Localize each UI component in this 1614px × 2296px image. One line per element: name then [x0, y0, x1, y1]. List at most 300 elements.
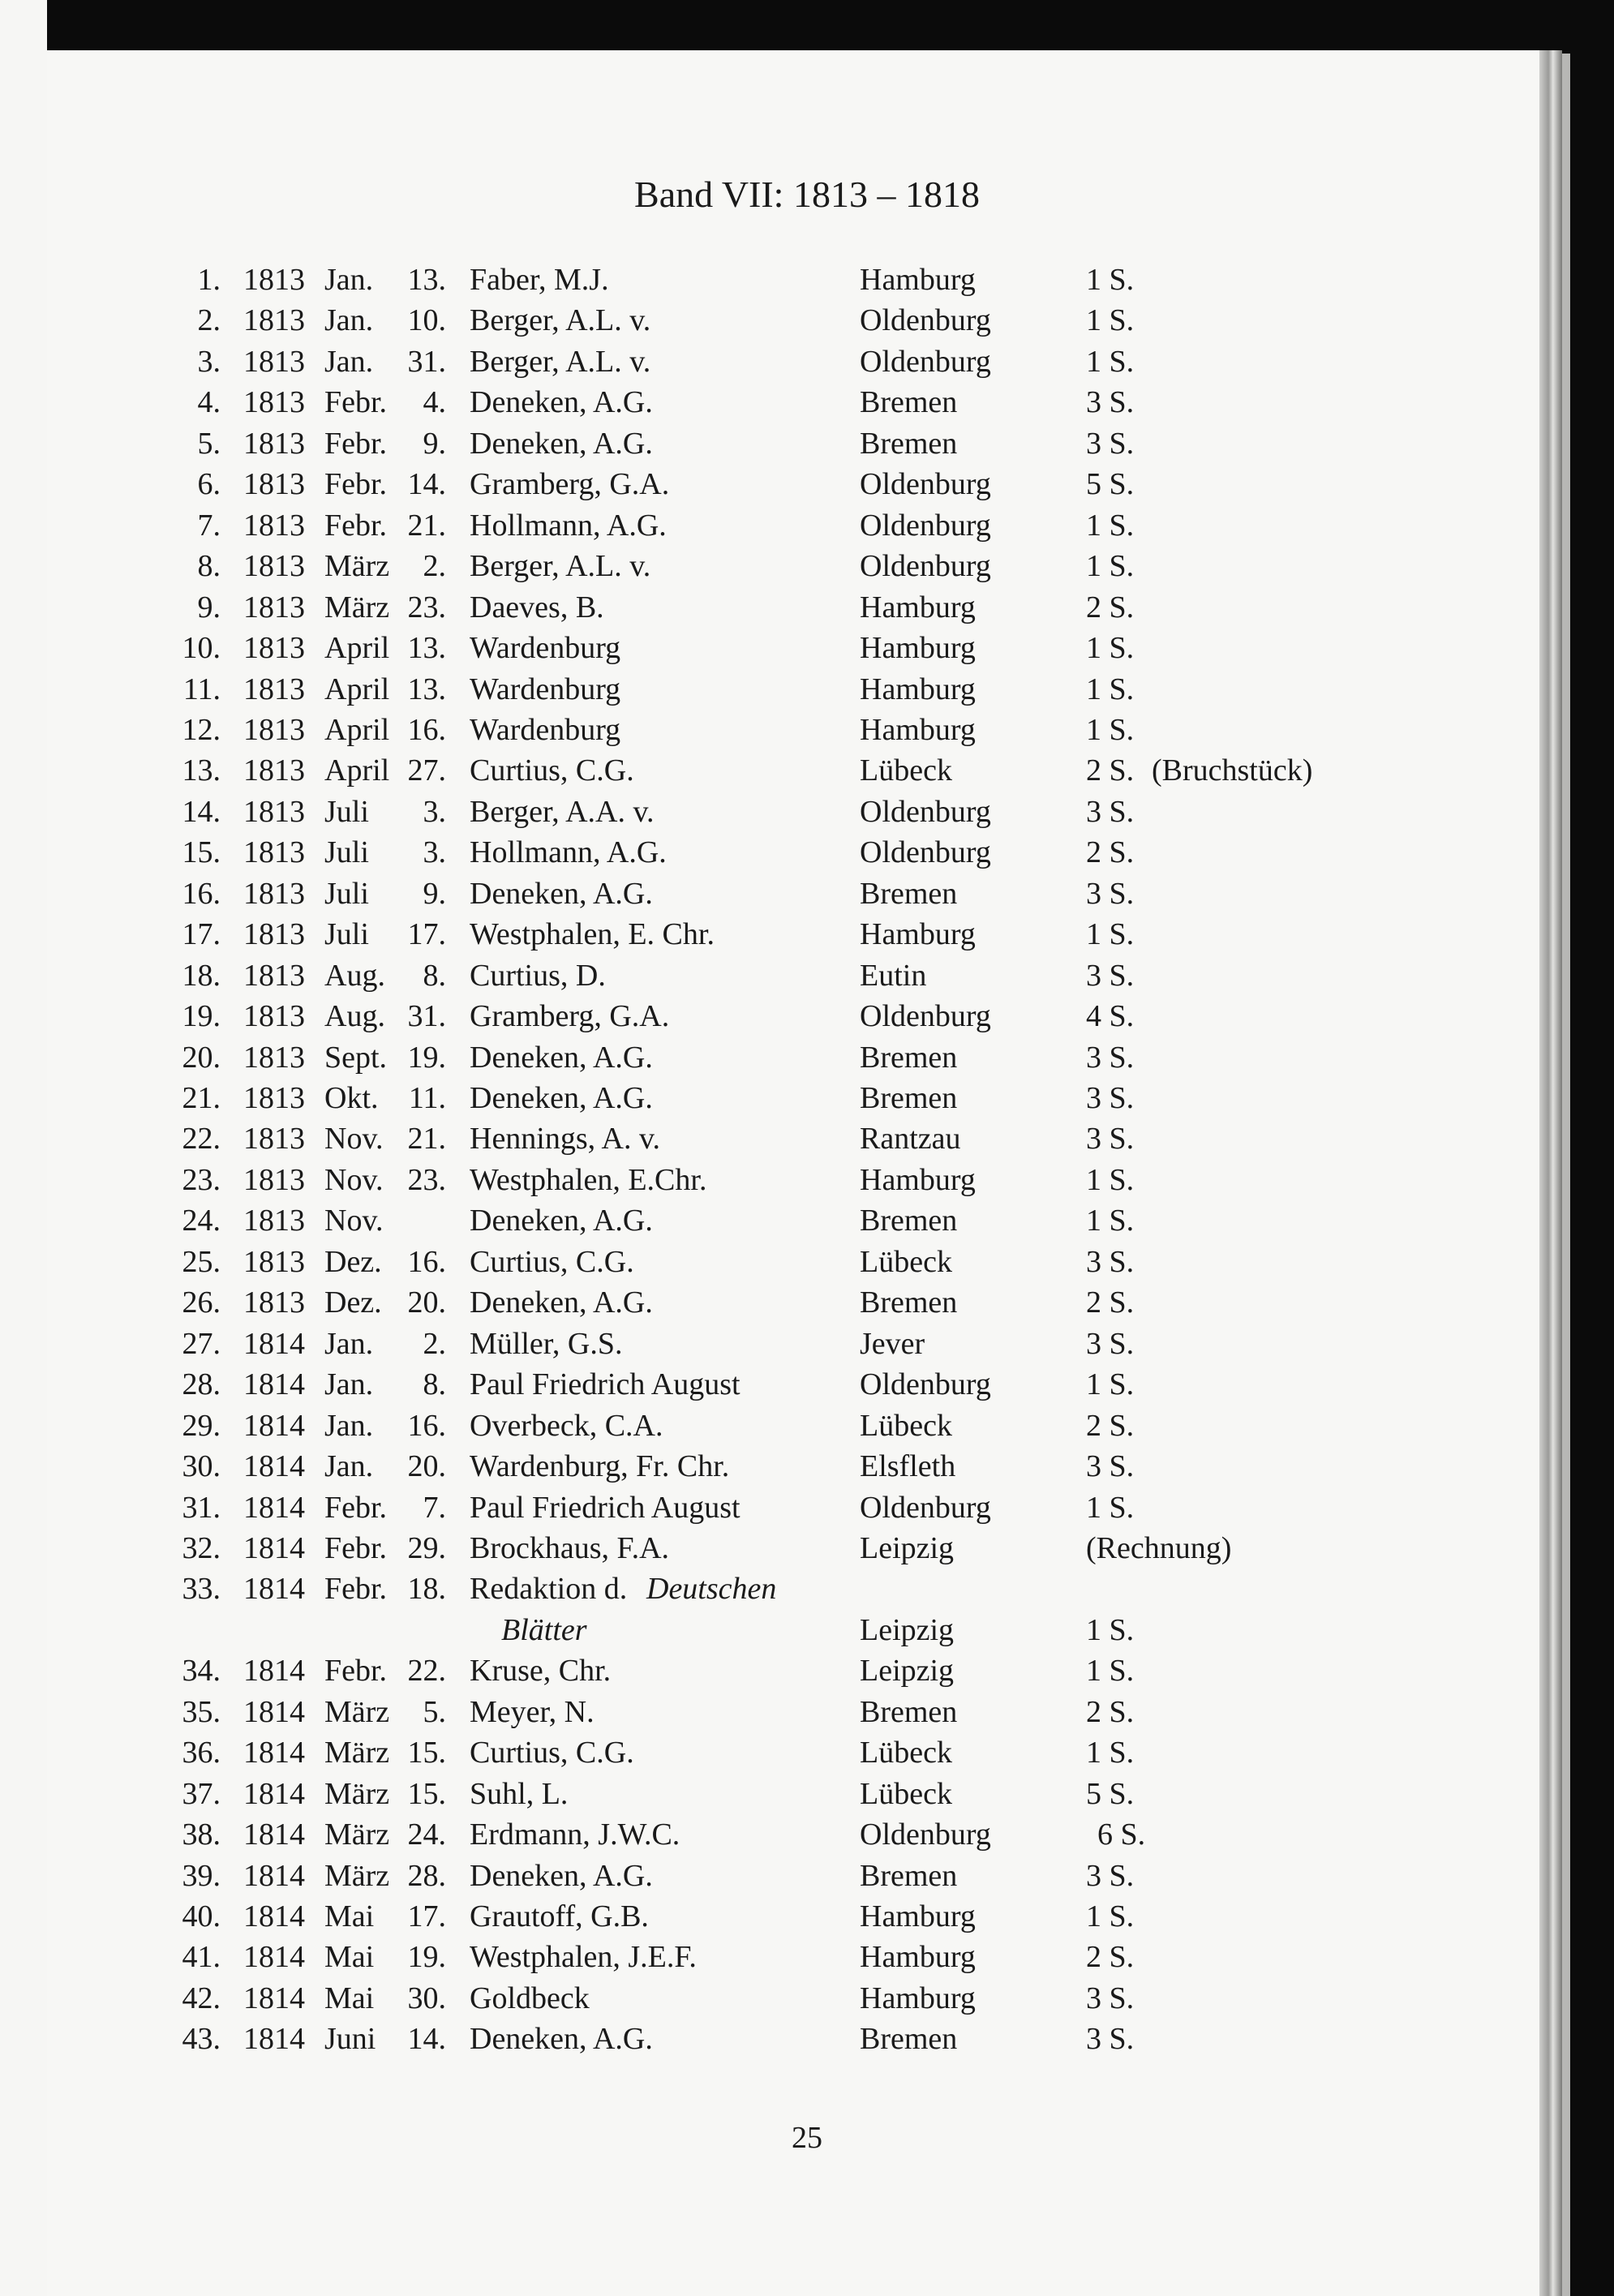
entry-month: Jan. — [324, 1367, 374, 1402]
entry-month: Mai — [324, 1899, 375, 1933]
entry-place: Elsfleth — [860, 1449, 956, 1484]
entry-correspondent: Erdmann, J.W.C. — [470, 1817, 680, 1852]
entry-year: 1813 — [243, 344, 305, 379]
list-item — [0, 1242, 1614, 1283]
entry-month: Juni — [324, 2022, 376, 2057]
entry-pages: 3 S. — [1086, 1858, 1135, 1893]
entry-pages: 3 S. — [1086, 2022, 1135, 2057]
entry-year: 1813 — [243, 549, 305, 584]
entry-pages: 3 S. — [1086, 1244, 1135, 1279]
entry-correspondent: Westphalen, E. Chr. — [470, 917, 715, 952]
entry-year: 1813 — [243, 467, 305, 502]
entry-month: April — [324, 753, 390, 788]
entry-place: Oldenburg — [860, 1817, 991, 1852]
entry-pages: 3 S. — [1086, 426, 1135, 461]
entry-pages: 3 S. — [1086, 385, 1135, 420]
entry-place: Hamburg — [860, 672, 976, 706]
entry-month: Juli — [324, 835, 369, 870]
entry-number: 15. — [182, 835, 221, 870]
entry-place: Hamburg — [860, 1981, 976, 2015]
entry-place: Leipzig — [860, 1654, 955, 1689]
entry-number: 22. — [182, 1122, 221, 1157]
entry-month: Febr. — [324, 1530, 388, 1565]
entry-day: 8. — [423, 958, 446, 993]
entry-pages: 2 S. — [1086, 590, 1135, 624]
entry-year: 1814 — [243, 1776, 305, 1811]
entry-correspondent: Deneken, A.G. — [470, 426, 653, 461]
entry-place: Bremen — [860, 1040, 958, 1075]
entry-pages: 3 S. — [1086, 1081, 1135, 1115]
entry-month: Jan. — [324, 303, 374, 338]
list-item — [0, 750, 1614, 792]
entry-month: Jan. — [324, 1449, 374, 1484]
entry-place: Oldenburg — [860, 303, 991, 338]
entry-month: Aug. — [324, 958, 385, 993]
entry-pages: 3 S. — [1086, 1122, 1135, 1157]
entry-month: Sept. — [324, 1040, 388, 1075]
entry-number: 32. — [182, 1530, 221, 1565]
entry-month: Jan. — [324, 1408, 374, 1443]
entry-month: Febr. — [324, 1490, 388, 1525]
entry-place: Bremen — [860, 426, 958, 461]
entry-day: 11. — [408, 1081, 446, 1115]
entry-day: 9. — [423, 426, 446, 461]
entry-day: 23. — [407, 1162, 446, 1197]
entry-correspondent: Grautoff, G.B. — [470, 1899, 649, 1933]
entry-correspondent: Deneken, A.G. — [470, 385, 653, 420]
entry-year: 1813 — [243, 835, 305, 870]
entry-year: 1813 — [243, 672, 305, 706]
entry-place: Oldenburg — [860, 467, 991, 502]
page-number: 25 — [792, 2121, 822, 2155]
entry-note: (Rechnung) — [1086, 1530, 1232, 1565]
entry-pages: 4 S. — [1086, 999, 1135, 1034]
list-item — [0, 1978, 1614, 2019]
entry-day: 20. — [407, 1285, 446, 1320]
entry-day: 9. — [423, 876, 446, 911]
entry-month: Jan. — [324, 1326, 374, 1361]
entry-day: 31. — [407, 999, 446, 1034]
entry-pages: 5 S. — [1086, 467, 1135, 502]
entry-day: 4. — [423, 385, 446, 420]
list-item — [0, 1405, 1614, 1447]
entry-number: 23. — [182, 1162, 221, 1197]
list-item — [0, 1732, 1614, 1774]
list-item — [0, 1937, 1614, 1978]
entry-month: März — [324, 1817, 390, 1852]
entry-month: Febr. — [324, 385, 388, 420]
entry-correspondent: Curtius, C.G. — [470, 1244, 634, 1279]
entry-number: 38. — [182, 1817, 221, 1852]
list-item — [0, 996, 1614, 1037]
entry-number: 43. — [182, 2022, 221, 2057]
entry-correspondent: Brockhaus, F.A. — [470, 1530, 670, 1565]
entry-number: 12. — [182, 712, 221, 747]
entry-correspondent: Suhl, L. — [470, 1776, 569, 1811]
entry-number: 25. — [182, 1244, 221, 1279]
entry-year: 1813 — [243, 1162, 305, 1197]
list-item — [0, 382, 1614, 423]
entry-correspondent: Faber, M.J. — [470, 263, 609, 297]
entry-year: 1813 — [243, 999, 305, 1034]
entry-place: Lübeck — [860, 1244, 952, 1279]
list-item — [0, 1774, 1614, 1815]
entry-correspondent: Deneken, A.G. — [470, 2022, 653, 2057]
entry-place: Hamburg — [860, 263, 976, 297]
entry-number: 17. — [182, 917, 221, 952]
entry-correspondent: Gramberg, G.A. — [470, 999, 670, 1034]
entry-pages: 1 S. — [1086, 1162, 1135, 1197]
entry-place: Eutin — [860, 958, 927, 993]
entry-year: 1814 — [243, 1736, 305, 1770]
list-item — [0, 423, 1614, 465]
entry-place: Hamburg — [860, 631, 976, 666]
entry-year: 1814 — [243, 1490, 305, 1525]
entry-pages: 1 S. — [1086, 1204, 1135, 1238]
list-item — [0, 1078, 1614, 1119]
entry-number: 13. — [182, 753, 221, 788]
entry-place: Oldenburg — [860, 794, 991, 829]
entry-pages: 1 S. — [1086, 1736, 1135, 1770]
list-item — [0, 1650, 1614, 1692]
entry-day: 28. — [407, 1858, 446, 1893]
entry-year: 1814 — [243, 1858, 305, 1893]
entry-pages: 3 S. — [1086, 1040, 1135, 1075]
entry-pages: 1 S. — [1086, 1612, 1135, 1647]
entry-month: Febr. — [324, 1654, 388, 1689]
entry-correspondent: Deneken, A.G. — [470, 1858, 653, 1893]
entry-correspondent: Daeves, B. — [470, 590, 604, 624]
entry-pages: 2 S. — [1086, 753, 1135, 788]
entry-month: April — [324, 631, 390, 666]
entry-place: Lübeck — [860, 753, 952, 788]
list-item — [0, 1814, 1614, 1856]
list-item — [0, 300, 1614, 341]
entry-year: 1814 — [243, 1899, 305, 1933]
entry-pages: 5 S. — [1086, 1776, 1135, 1811]
entry-pages: 1 S. — [1086, 631, 1135, 666]
entry-correspondent-italic-wrap — [646, 1569, 776, 1609]
list-item — [0, 1282, 1614, 1324]
entry-number: 36. — [182, 1736, 221, 1770]
list-item — [0, 1324, 1614, 1365]
entry-place: Leipzig — [860, 1612, 955, 1647]
list-item — [0, 832, 1614, 873]
entry-year: 1814 — [243, 2022, 305, 2057]
entry-place: Leipzig — [860, 1530, 955, 1565]
entry-number: 16. — [182, 876, 221, 911]
entry-year: 1814 — [243, 1694, 305, 1729]
entry-correspondent: Wardenburg — [470, 672, 621, 706]
entry-year: 1813 — [243, 876, 305, 911]
entry-day: 18. — [407, 1572, 446, 1607]
list-item — [0, 587, 1614, 629]
entry-number: 28. — [182, 1367, 221, 1402]
list-item — [0, 669, 1614, 710]
entry-place: Hamburg — [860, 1899, 976, 1933]
entry-place: Bremen — [860, 385, 958, 420]
entry-year: 1813 — [243, 1244, 305, 1279]
entry-month: Febr. — [324, 508, 388, 543]
entry-place: Oldenburg — [860, 835, 991, 870]
entry-correspondent: Deneken, A.G. — [470, 1040, 653, 1075]
entry-month: März — [324, 549, 390, 584]
entry-year: 1813 — [243, 1285, 305, 1320]
entry-day: 17. — [407, 917, 446, 952]
entry-number: 1. — [197, 263, 221, 297]
entry-year: 1813 — [243, 958, 305, 993]
entry-month: März — [324, 1776, 390, 1811]
list-item — [0, 955, 1614, 997]
list-item — [0, 505, 1614, 547]
list-item — [0, 546, 1614, 587]
entry-year: 1813 — [243, 508, 305, 543]
entry-number: 37. — [182, 1776, 221, 1811]
entry-correspondent: Hollmann, A.G. — [470, 508, 667, 543]
entry-pages: 1 S. — [1086, 303, 1135, 338]
entry-year: 1814 — [243, 1817, 305, 1852]
entry-number: 18. — [182, 958, 221, 993]
entry-number: 11. — [182, 672, 221, 706]
entry-month: Nov. — [324, 1204, 384, 1238]
entry-day: 29. — [407, 1530, 446, 1565]
entry-month: Jan. — [324, 263, 374, 297]
entry-pages: 2 S. — [1086, 1285, 1135, 1320]
entry-place: Bremen — [860, 1694, 958, 1729]
entry-correspondent: Goldbeck — [470, 1981, 590, 2015]
list-item — [0, 464, 1614, 505]
entry-pages: 1 S. — [1086, 917, 1135, 952]
entry-day: 5. — [423, 1694, 446, 1729]
entry-correspondent: Meyer, N. — [470, 1694, 595, 1729]
list-item — [0, 914, 1614, 955]
entry-number: 41. — [182, 1940, 221, 1975]
entry-number: 6. — [197, 467, 221, 502]
entry-place: Hamburg — [860, 1940, 976, 1975]
entry-pages: 3 S. — [1086, 1449, 1135, 1484]
entry-correspondent: Curtius, D. — [470, 958, 606, 993]
entry-day: 2. — [423, 549, 446, 584]
entry-correspondent: Wardenburg, Fr. Chr. — [470, 1449, 730, 1484]
entry-number: 42. — [182, 1981, 221, 2015]
entry-month: März — [324, 590, 390, 624]
entry-month: April — [324, 712, 390, 747]
list-item — [0, 792, 1614, 833]
entry-day: 13. — [407, 672, 446, 706]
entry-place: Oldenburg — [860, 508, 991, 543]
entry-month: März — [324, 1858, 390, 1893]
entry-year: 1814 — [243, 1408, 305, 1443]
list-item — [0, 873, 1614, 915]
entry-month: Juli — [324, 876, 369, 911]
entry-number: 10. — [182, 631, 221, 666]
entry-correspondent: Westphalen, E.Chr. — [470, 1162, 707, 1197]
entry-number: 8. — [197, 549, 221, 584]
entry-correspondent: Hennings, A. v. — [470, 1122, 661, 1157]
entry-pages: 6 S. — [1097, 1817, 1146, 1852]
entry-correspondent: Deneken, A.G. — [470, 1285, 653, 1320]
entry-month: Mai — [324, 1981, 375, 2015]
entry-place: Hamburg — [860, 712, 976, 747]
entry-year: 1813 — [243, 1040, 305, 1075]
entry-pages: 1 S. — [1086, 263, 1135, 297]
entry-day: 21. — [407, 1122, 446, 1157]
list-item — [0, 710, 1614, 751]
entry-place: Rantzau — [860, 1122, 961, 1157]
entry-month: Febr. — [324, 1572, 388, 1607]
entry-correspondent: Paul Friedrich August — [470, 1490, 740, 1525]
list-item — [0, 341, 1614, 383]
entry-year: 1813 — [243, 1204, 305, 1238]
entry-pages: 3 S. — [1086, 1326, 1135, 1361]
entry-day: 24. — [407, 1817, 446, 1852]
entry-year: 1814 — [243, 1981, 305, 2015]
entry-correspondent-italic: Blätter — [501, 1612, 587, 1647]
entry-year: 1813 — [243, 1081, 305, 1115]
entry-place: Bremen — [860, 1081, 958, 1115]
entry-correspondent: Berger, A.L. v. — [470, 344, 651, 379]
entry-number: 31. — [182, 1490, 221, 1525]
entry-month: Nov. — [324, 1162, 384, 1197]
entry-number: 5. — [197, 426, 221, 461]
entry-day: 17. — [407, 1899, 446, 1933]
entry-place: Jever — [860, 1326, 925, 1361]
entry-year: 1813 — [243, 753, 305, 788]
entry-place: Bremen — [860, 2022, 958, 2057]
entry-number: 26. — [182, 1285, 221, 1320]
entry-place: Bremen — [860, 1285, 958, 1320]
entry-correspondent: Berger, A.A. v. — [470, 794, 655, 829]
entry-year: 1814 — [243, 1449, 305, 1484]
entry-month: Febr. — [324, 467, 388, 502]
entry-number: 29. — [182, 1408, 221, 1443]
entry-day: 15. — [407, 1776, 446, 1811]
entry-year: 1813 — [243, 794, 305, 829]
entry-day: 21. — [407, 508, 446, 543]
entry-correspondent-italic: Deutschen — [646, 1572, 777, 1607]
list-item — [0, 1160, 1614, 1201]
entry-pages: 1 S. — [1086, 1654, 1135, 1689]
entry-day: 22. — [407, 1654, 446, 1689]
entry-correspondent: Kruse, Chr. — [470, 1654, 612, 1689]
list-item — [0, 1487, 1614, 1529]
entry-correspondent: Deneken, A.G. — [470, 876, 653, 911]
entry-month: Dez. — [324, 1285, 382, 1320]
entry-number: 19. — [182, 999, 221, 1034]
entry-correspondent: Curtius, C.G. — [470, 753, 634, 788]
entry-year: 1814 — [243, 1654, 305, 1689]
entry-day: 2. — [423, 1326, 446, 1361]
entry-place: Oldenburg — [860, 999, 991, 1034]
entry-place: Lübeck — [860, 1736, 952, 1770]
entry-year: 1814 — [243, 1530, 305, 1565]
entry-number: 34. — [182, 1654, 221, 1689]
entry-place: Lübeck — [860, 1776, 952, 1811]
entry-day: 3. — [423, 835, 446, 870]
entry-pages: 1 S. — [1086, 672, 1135, 706]
entry-day: 23. — [407, 590, 446, 624]
list-item — [0, 1037, 1614, 1079]
entry-day: 13. — [407, 631, 446, 666]
entry-number: 14. — [182, 794, 221, 829]
entry-day: 10. — [407, 303, 446, 338]
entry-day: 19. — [407, 1040, 446, 1075]
entry-place: Hamburg — [860, 590, 976, 624]
entry-year: 1813 — [243, 263, 305, 297]
entry-month: Mai — [324, 1940, 375, 1975]
entry-pages: 1 S. — [1086, 1367, 1135, 1402]
entry-correspondent: Müller, G.S. — [470, 1326, 623, 1361]
entry-day: 14. — [407, 2022, 446, 2057]
entry-pages: 1 S. — [1086, 712, 1135, 747]
entry-pages: 1 S. — [1086, 344, 1135, 379]
entry-place: Hamburg — [860, 1162, 976, 1197]
entry-month: April — [324, 672, 390, 706]
list-item — [0, 2019, 1614, 2060]
entry-number: 4. — [197, 385, 221, 420]
entry-pages: 1 S. — [1086, 508, 1135, 543]
entry-year: 1813 — [243, 385, 305, 420]
entry-day: 16. — [407, 1244, 446, 1279]
entry-day: 16. — [407, 712, 446, 747]
entry-number: 20. — [182, 1040, 221, 1075]
entry-year: 1813 — [243, 712, 305, 747]
entry-day: 31. — [407, 344, 446, 379]
entry-note: (Bruchstück) — [1152, 753, 1313, 788]
entry-correspondent: Curtius, C.G. — [470, 1736, 634, 1770]
entry-number: 3. — [197, 344, 221, 379]
entry-number: 27. — [182, 1326, 221, 1361]
entry-correspondent: Redaktion d. — [470, 1572, 628, 1607]
entry-correspondent: Berger, A.L. v. — [470, 303, 651, 338]
entry-place: Oldenburg — [860, 344, 991, 379]
list-item — [0, 1569, 1614, 1610]
entry-month: März — [324, 1736, 390, 1770]
entry-correspondent: Berger, A.L. v. — [470, 549, 651, 584]
list-item — [0, 1528, 1614, 1569]
entry-pages: 3 S. — [1086, 1981, 1135, 2015]
list-item — [0, 260, 1614, 301]
entry-number: 33. — [182, 1572, 221, 1607]
page-title: Band VII: 1813 – 1818 — [634, 174, 980, 215]
entry-place: Oldenburg — [860, 549, 991, 584]
entry-correspondent: Deneken, A.G. — [470, 1081, 653, 1115]
entry-year: 1813 — [243, 917, 305, 952]
entry-year: 1814 — [243, 1367, 305, 1402]
entry-pages: 1 S. — [1086, 1899, 1135, 1933]
entry-number: 7. — [197, 508, 221, 543]
entry-correspondent: Paul Friedrich August — [470, 1367, 740, 1402]
entry-number: 9. — [197, 590, 221, 624]
entry-number: 35. — [182, 1694, 221, 1729]
list-item — [0, 1610, 1614, 1651]
entry-correspondent-italic-wrap — [501, 1610, 587, 1650]
entry-pages: 3 S. — [1086, 794, 1135, 829]
entry-correspondent: Wardenburg — [470, 631, 621, 666]
list-item — [0, 1896, 1614, 1938]
entry-day: 30. — [407, 1981, 446, 2015]
entry-pages: 1 S. — [1086, 1490, 1135, 1525]
entry-month: Nov. — [324, 1122, 384, 1157]
entry-correspondent: Wardenburg — [470, 712, 621, 747]
entry-number: 21. — [182, 1081, 221, 1115]
entry-number: 30. — [182, 1449, 221, 1484]
entry-month: Okt. — [324, 1081, 379, 1115]
entry-correspondent: Hollmann, A.G. — [470, 835, 667, 870]
entry-number: 2. — [197, 303, 221, 338]
entry-day: 27. — [407, 753, 446, 788]
entry-pages: 2 S. — [1086, 835, 1135, 870]
